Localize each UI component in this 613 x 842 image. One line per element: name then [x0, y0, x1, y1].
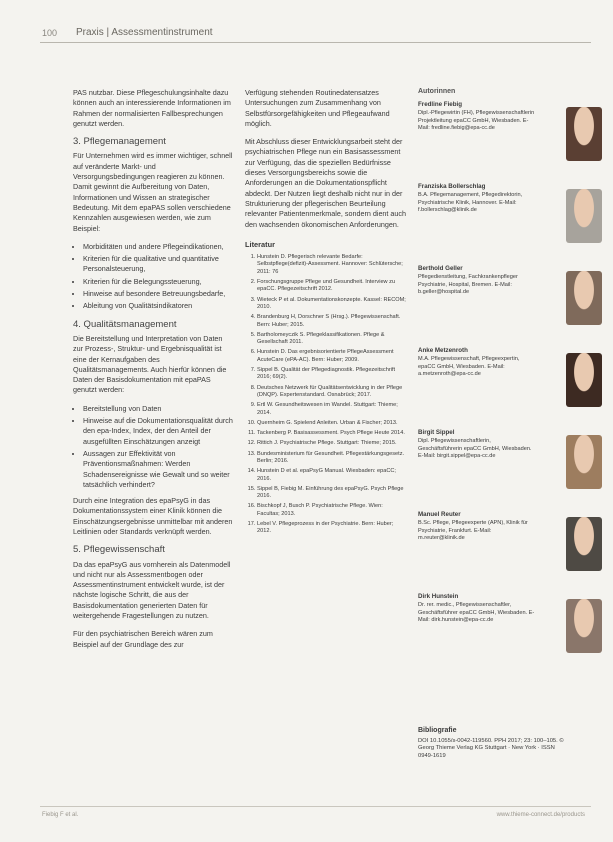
- literature-heading: Literatur: [245, 239, 275, 249]
- section-4-list: [73, 404, 233, 490]
- author-name: Birgit Sippel: [418, 429, 455, 436]
- column-middle: [245, 88, 407, 539]
- bibliography-heading: Bibliografie: [418, 727, 457, 734]
- reference-list: [245, 254, 407, 536]
- author-photo: [566, 599, 602, 653]
- reference-item: 8. Deutsches Netzwerk für Qualitätsentwicklung in der Pflege (DNQP). Expertenstandard. Osnabrück; 2017.: [257, 385, 407, 400]
- author-info: M.A. Pflegewissenschaft, Pflegeexpertin, epaCC GmbH, Wiesbaden. E-Mail: a.metzenroth@epa-cc.de: [418, 356, 520, 378]
- author-list: [418, 101, 598, 675]
- page-number: 100: [42, 28, 58, 38]
- author-photo: [566, 189, 602, 243]
- section-5-text: Da das epaPsyG aus vornherein als Datenmodell und nicht nur als Assessmentbogen oder Assessmentinstrument entwickelt wurde, ist der nächste logische Schritt, die aus der Basisdokumentation generierten Daten für weitergehende Fragestellungen zu nutzen.: [73, 559, 231, 621]
- author-text: [418, 347, 536, 379]
- list-item: • Ableitung von Qualitätsindikatoren: [83, 301, 233, 311]
- bibliography-box: [418, 727, 568, 760]
- reference-item: 4. Brandenburg H, Dorschner S (Hrsg.). Pflegewissenschaft. Bern: Huber; 2015.: [257, 314, 407, 329]
- authors-heading: Autorinnen: [418, 88, 456, 95]
- author-info: Dipl. Pflegewissenschaftlerin, Geschäftsführerin epaCC GmbH, Wiesbaden. E-Mail: birgit.sippel@epa-cc.de: [418, 438, 532, 460]
- reference-item: 3. Wieteck P et al. Dokumentationskonzepte. Kassel: RECOM; 2010.: [257, 297, 407, 312]
- author-entry: [418, 593, 598, 675]
- author-entry: [418, 183, 598, 265]
- footer-url: www.thieme-connect.de/products: [496, 812, 585, 818]
- author-name: Franziska Bollerschlag: [418, 183, 486, 190]
- authors-sidebar: [418, 88, 598, 675]
- author-photo: [566, 107, 602, 161]
- reference-item: 10. Quernheim G. Spielend Anleiten. Urban & Fischer; 2013.: [257, 420, 407, 427]
- reference-item: 7. Sippel B. Qualität der Pflegediagnostik. Pflegezeitschrift 2016; 69(2).: [257, 367, 407, 382]
- author-photo: [566, 517, 602, 571]
- author-name: Berthold Geller: [418, 265, 463, 272]
- section-4-heading: 4. Qualitätsmanagement: [73, 318, 177, 330]
- reference-item: 12. Rittich J. Psychiatrische Pflege. Stuttgart: Thieme; 2015.: [257, 440, 407, 447]
- reference-item: 5. Bartholomeyczik S. Pflegeklassifikationen. Pflege & Gesellschaft 2011.: [257, 332, 407, 347]
- author-info: Dipl.-Pflegewirtin (FH), Pflegewissenschaftlerin Projektleitung epaCC GmbH, Wiesbaden. E-Mail: fredline.fiebig@epa-cc.de: [418, 110, 535, 132]
- column-left: [73, 88, 233, 658]
- reference-item: 14. Hunstein D et al. epaPsyG Manual. Wiesbaden: epaCC; 2016.: [257, 468, 407, 483]
- author-photo: [566, 271, 602, 325]
- author-entry: [418, 101, 598, 183]
- author-name: Anke Metzenroth: [418, 347, 468, 354]
- reference-item: 11. Tackenberg P. Basisassessment. Psych Pflege Heute 2014.: [257, 430, 407, 437]
- section-4-text: Die Bereitstellung und Interpretation von Daten zur Prozess-, Struktur- und Ergebnisqualität ist eine der Kernaufgaben des Qualitätsmanagements. Auch hierfür können die Daten der Basisdokumentation mit epaPAS genutzt werden:: [73, 333, 227, 395]
- middle-paragraph-2: Mit Abschluss dieser Entwicklungsarbeit steht der psychiatrischen Pflege nun ein Basisassessment zur Verfügung, das die speziellen Bedürfnisse dieses Versorgungsbereichs sowie die Anforderungen an die Dokumentationspflicht abdeckt. Der Nutzen liegt deshalb nicht nur in der Strukturierung der pflegerischen Beurteilung relevanter Patientenmerkmale, sondern dient auch den wachsenden ökonomischen Anforderungen.: [245, 137, 407, 229]
- reference-item: 13. Bundesministerium für Gesundheit. Pflegestärkungsgesetz. Berlin; 2016.: [257, 451, 407, 466]
- author-info: Dr. rer. medic., Pflegewissenschaftler, Geschäftsführer epaCC GmbH, Wiesbaden. E-Mail: dirk.hunstein@epa-cc.de: [418, 602, 535, 624]
- reference-item: 1. Hunstein D. Pflegerisch relevante Bedarfe: Selbstpflege(defizit)-Assessment. Hannover: Schlütersche; 2011: 76: [257, 254, 407, 276]
- section-5-heading: 5. Pflegewissenschaft: [73, 544, 165, 556]
- author-entry: [418, 265, 598, 347]
- footer-left: Fiebig F et al.: [42, 812, 79, 818]
- author-text: [418, 101, 536, 133]
- reference-item: 15. Sippel B, Fiebig M. Einführung des epaPsyG. Psych Pflege 2016.: [257, 486, 407, 501]
- list-item: • Hinweise auf besondere Betreuungsbedarfe,: [83, 289, 233, 299]
- section-5-text-2: Für den psychiatrischen Bereich wären zum Beispiel auf der Grundlage des zur: [73, 629, 213, 649]
- author-name: Dirk Hunstein: [418, 593, 459, 600]
- section-3-list: [73, 242, 233, 312]
- author-text: [418, 183, 536, 215]
- author-info: B.Sc. Pflege, Pflegeexperte (APN), Klinik für Psychiatrie, Frankfurt. E-Mail: m.reuter@klinik.de: [418, 520, 528, 542]
- author-text: [418, 511, 536, 543]
- list-item: • Morbiditäten und andere Pflegeindikationen,: [83, 242, 233, 252]
- author-entry: [418, 347, 598, 429]
- author-photo: [566, 353, 602, 407]
- author-text: [418, 429, 536, 461]
- list-item: • Hinweise auf die Dokumentationsqualität durch den epa-Index, Index, der den Anteil der ausgefüllten Einschätzungen anzeigt: [83, 416, 233, 447]
- reference-item: 2. Forschungsgruppe Pflege und Gesundheit. Interview zu epaCC. Pflegezeitschrift 2012.: [257, 279, 407, 294]
- list-item: • Bereitstellung von Daten: [83, 404, 233, 414]
- footer-rule: [40, 806, 591, 807]
- middle-paragraph-1: Verfügung stehenden Routinedatensatzes Untersuchungen zum Zusammenhang von Selbstfürsorgefähigkeiten und Pflegeaufwand möglich.: [245, 88, 390, 128]
- author-name: Manuel Reuter: [418, 511, 461, 518]
- reference-item: 17. Lebel V. Pflegeprozess in der Psychiatrie. Bern: Huber; 2012.: [257, 521, 407, 536]
- running-title: Praxis | Assessmentinstrument: [76, 27, 213, 38]
- section-3-heading: 3. Pflegemanagement: [73, 136, 166, 148]
- list-item: • Kriterien für die qualitative und quantitative Personalsteuerung,: [83, 254, 233, 275]
- author-text: [418, 593, 536, 625]
- author-name: Fredline Fiebig: [418, 101, 463, 108]
- reference-item: 6. Hunstein D. Das ergebnisorientierte PflegeAssessment AcuteCare (ePA-AC). Bern: Huber; 2009.: [257, 349, 407, 364]
- list-item: • Aussagen zur Effektivität von Präventionsmaßnahmen: Werden Schadensereignisse wie Gewalt und so weiter tatsächlich verhindert?: [83, 449, 233, 490]
- reference-item: 16. Bischkopf J, Busch P. Psychiatrische Pflege. Wien: Facultas; 2013.: [257, 503, 407, 518]
- header-rule: [40, 42, 591, 43]
- author-info: Pflegedienstleitung, Fachkrankenpfleger Psychiatrie, Hospital, Bremen. E-Mail: b.geller@hospital.de: [418, 274, 518, 296]
- bibliography-text: DOI 10.1055/s-0042-119560. PPH 2017; 23: 100–105. © Georg Thieme Verlag KG Stuttgart · New York · ISSN 0949-1619: [418, 737, 564, 759]
- list-item: • Kriterien für die Belegungssteuerung,: [83, 277, 233, 287]
- author-text: [418, 265, 536, 297]
- author-photo: [566, 435, 602, 489]
- section-3-text: Für Unternehmen wird es immer wichtiger, schnell auf veränderte Markt- und Versorgungsbedingungen reagieren zu können. Damit gewinnt die Aufbereitung von Daten, Informationen und Wissen an strategischer Bedeutung. Mit dem epaPAS sollen verschiedene Kennzahlen ausgewiesen werden, wie zum Beispiel:: [73, 151, 233, 233]
- section-4-closing: Durch eine Integration des epaPsyG in das Dokumentationssystem einer Klinik können die Einschätzungsergebnisse unmittelbar mit anderen Leitlinien oder Standards verknüpft werden.: [73, 496, 233, 536]
- author-entry: [418, 511, 598, 593]
- intro-paragraph: PAS nutzbar. Diese Pflegeschulungsinhalte dazu können auch an interessierende Informationen im Rahmen der normalisierten Fallbesprechungen genutzt werden.: [73, 88, 231, 128]
- reference-item: 9. Ertl W. Gesundheitswesen im Wandel. Stuttgart: Thieme; 2014.: [257, 402, 407, 417]
- author-entry: [418, 429, 598, 511]
- author-info: B.A. Pflegemanagement, Pflegedirektorin, Psychiatrische Klinik, Hannover. E-Mail: f.bollerschlag@klinik.de: [418, 192, 523, 214]
